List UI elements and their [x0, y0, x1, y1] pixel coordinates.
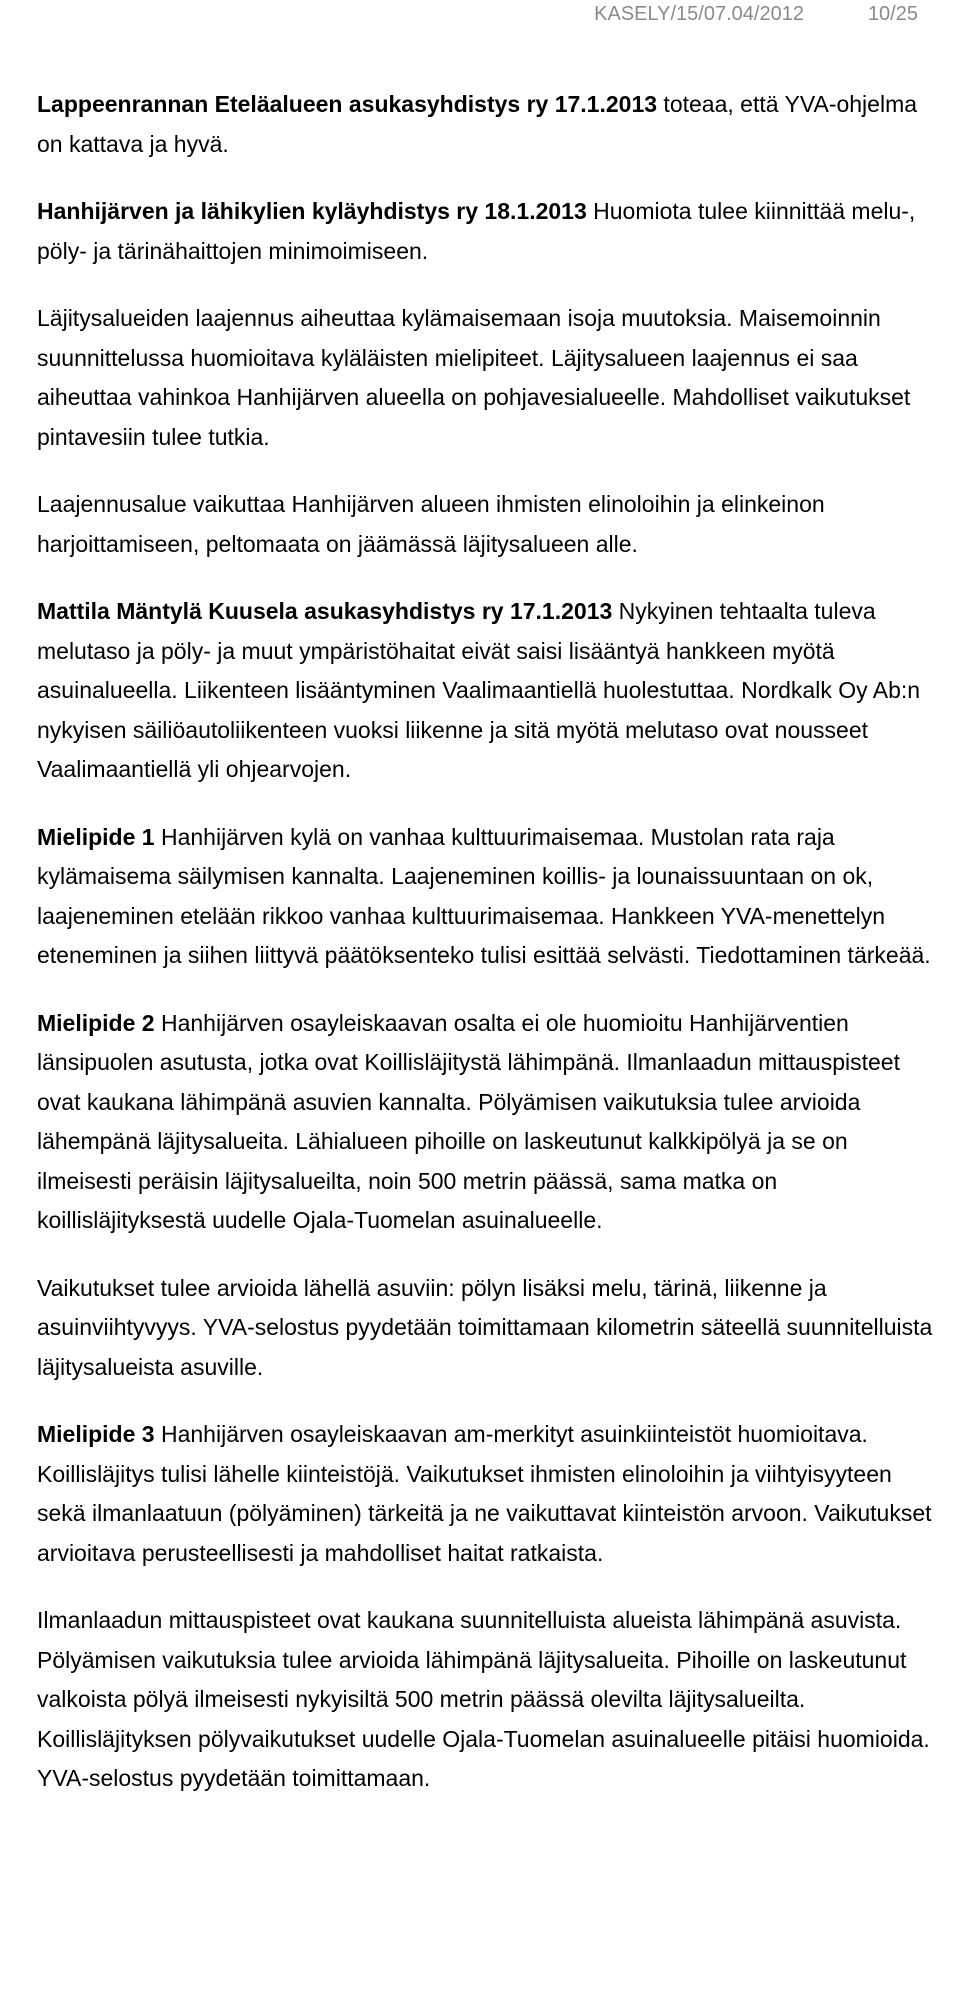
- paragraph-laajennusalue: [37, 485, 937, 564]
- paragraph-heading: Lappeenrannan Eteläalueen asukasyhdistys ry 17.1.2013: [37, 91, 658, 117]
- paragraph-heading: Mattila Mäntylä Kuusela asukasyhdistys ry 17.1.2013: [37, 598, 613, 624]
- document-body: [37, 85, 937, 1799]
- paragraph-text: Vaikutukset tulee arvioida lähellä asuviin: pölyn lisäksi melu, tärinä, liikenne ja asuinviihtyvyys. YVA-selostus pyydetään toimittamaan kilometrin säteellä suunnitelluista läjitysalueista asuville.: [37, 1274, 933, 1380]
- paragraph-text: Ilmanlaadun mittauspisteet ovat kaukana suunnitelluista alueista lähimpänä asuvista. Pölyämisen vaikutuksia tulee arvioida lähimpänä läjitysalueita. Pihoille on laskeutunut valkoista pölyä ilmeisesti nykyisiltä 500 metrin päässä olevilta läjitysalueilta. Koillisläjityksen pölyvaikutukset uudelle Ojala-Tuomelan asuinalueelle pitäisi huomioida. YVA-selostus pyydetään toimittamaan.: [37, 1607, 930, 1791]
- document-reference: KASELY/15/07.04/2012: [594, 3, 804, 25]
- paragraph-heading: Mielipide 2: [37, 1009, 155, 1036]
- paragraph-text: Hanhijärven osayleiskaavan osalta ei ole huomioitu Hanhijärventien länsipuolen asutusta, jotka ovat Koillisläjitystä lähimpänä. Ilmanlaadun mittauspisteet ovat kaukana lähimpänä asuvien kannalta. Pölyämisen vaikutuksia tulee arvioida lähempänä läjitysalueita. Lähialueen pihoille on laskeutunut kalkkipölyä ja se on ilmeisesti peräisin läjitysalueilta, noin 500 metrin päässä, sama matka on koillisläjityksestä uudelle Ojala-Tuomelan asuinalueelle.: [37, 1009, 900, 1233]
- paragraph-text: Laajennusalue vaikuttaa Hanhijärven alueen ihmisten elinoloihin ja elinkeinon harjoittamiseen, peltomaata on jäämässä läjitysalueen alle.: [37, 491, 825, 557]
- paragraph-heading: Mielipide 3: [37, 1421, 155, 1447]
- paragraph-text: Huomiota tulee kiinnittää melu-, pöly- ja tärinähaittojen minimoimiseen.: [37, 198, 916, 264]
- paragraph-hanhijarvi: [37, 192, 937, 271]
- paragraph-mielipide-2: [37, 1004, 937, 1241]
- paragraph-text: Hanhijärven kylä on vanhaa kulttuurimaisemaa. Mustolan rata raja kylämaisema säilymisen kannalta. Laajeneminen koillis- ja lounaissuuntaan on ok, laajeneminen etelään rikkoo vanhaa kulttuurimaisemaa. Hankkeen YVA-menettelyn eteneminen ja siihen liittyvä päätöksenteko tulisi esittää selvästi. Tiedottaminen tärkeää.: [37, 823, 931, 968]
- page-number: 10/25: [867, 3, 918, 25]
- paragraph-mielipide-1: [37, 818, 937, 976]
- paragraph-text: Nykyinen tehtaalta tuleva melutaso ja pöly- ja muut ympäristöhaitat eivät saisi lisääntyä hankkeen myötä asuinalueella. Liikenteen lisääntyminen Vaalimaantiellä huolestuttaa. Nordkalk Oy Ab:n nykyisen säiliöautoliikenteen vuoksi liikenne ja sitä myötä melutaso ovat nousseet Vaalimaantiellä yli ohjearvojen.: [37, 598, 921, 782]
- paragraph-text: Hanhijärven osayleiskaavan am-merkityt asuinkiinteistöt huomioitava. Koillisläjitys tulisi lähelle kiinteistöjä. Vaikutukset ihmisten elinoloihin ja viihtyisyyteen sekä ilmanlaatuun (pölyäminen) tärkeitä ja ne vaikuttavat kiinteistön arvoon. Vaikutukset arvioitava perusteellisesti ja mahdolliset haitat ratkaista.: [37, 1421, 932, 1566]
- paragraph-mielipide-3: [37, 1415, 937, 1573]
- paragraph-heading: Hanhijärven ja lähikylien kyläyhdistys ry 18.1.2013: [37, 198, 587, 224]
- paragraph-lappeenranta: [37, 85, 937, 164]
- paragraph-vaikutukset: [37, 1269, 937, 1388]
- paragraph-lajitysalueet: [37, 299, 937, 457]
- paragraph-mattila: [37, 592, 937, 790]
- page-header: [594, 0, 918, 48]
- paragraph-text: Läjitysalueiden laajennus aiheuttaa kylämaisemaan isoja muutoksia. Maisemoinnin suunnittelussa huomioitava kyläläisten mielipiteet. Läjitysalueen laajennus ei saa aiheuttaa vahinkoa Hanhijärven alueella on pohjavesialueelle. Mahdolliset vaikutukset pintavesiin tulee tutkia.: [37, 305, 911, 450]
- paragraph-text: toteaa, että YVA-ohjelma on kattava ja hyvä.: [37, 91, 918, 157]
- paragraph-heading: Mielipide 1: [37, 823, 155, 850]
- paragraph-ilmanlaatu: [37, 1601, 937, 1799]
